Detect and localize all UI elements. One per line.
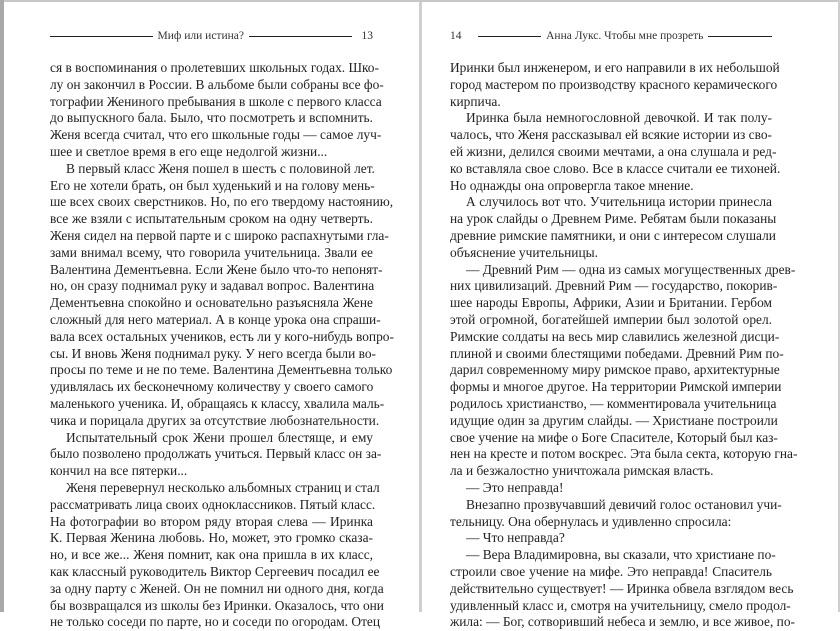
text-line: лу он закончил в России. В альбоме были собраны все фо-	[50, 76, 384, 92]
text-line: В первый класс Женя пошел в шесть с половиной лет.	[66, 160, 375, 176]
text-line: не только соседи по парте, но и соседи по огородам. Отец	[50, 614, 381, 630]
text-line: А случилось вот что. Учительница истории принесла	[466, 194, 772, 210]
text-line: просы по теме и не по теме. Валентина Дементьевна только	[50, 362, 393, 378]
text-line: шее народы Европы, Африки, Азии и Британии. Гербом	[450, 295, 772, 311]
text-line: — Вера Владимировна, вы сказали, что христиане по-	[466, 547, 776, 563]
text-line: Его не хотели брать, он был худенький и на голову мень-	[50, 177, 375, 193]
text-line: Иринки был инженером, и его направили в их небольшой	[450, 60, 780, 75]
text-line: тельницу. Она обернулась и удивленно спросила:	[450, 513, 732, 529]
text-line: Женя перевернул несколько альбомных страниц и стал	[66, 479, 380, 495]
text-line: На фотографии во втором ряду вторая слева — Иринка	[50, 513, 373, 529]
text-line: город мастером по производству красного керамического	[450, 76, 778, 92]
text-line: рассматривать лица своих одноклассников. Пятый класс.	[50, 496, 376, 512]
text-line: удивлялась их бесконечному количеству у своего самого	[50, 379, 374, 395]
text-line: сы. И вновь Женя поднимал руку. У него всегда были во-	[50, 345, 376, 361]
text-line: Но однажды она опровергла такое мнение.	[450, 177, 694, 193]
text-line: них цивилизаций. Древний Рим — государство, покорив-	[450, 278, 778, 294]
page-number: 13	[361, 30, 373, 42]
text-line: чика и порицала других за отсутствие любознательности.	[50, 412, 380, 428]
text-line: ся в воспоминания о пролетевших школьных годах. Шко-	[50, 60, 379, 75]
text-line: но, он сразу поднимал руку и задавал вопрос. Валентина	[50, 278, 375, 294]
text-line: за одну парту с Женей. Он не помнил ни одного дня, когда	[50, 580, 384, 596]
text-line: кончил на все пятерки...	[50, 463, 188, 479]
text-line: дарил современному миру римское право, архитектурные	[450, 362, 780, 378]
text-line: Дементьевна спокойно и основательно разъясняла Жене	[50, 295, 373, 311]
right-page	[422, 0, 838, 630]
text-line: — Это неправда!	[466, 479, 564, 495]
running-head-title: Анна Лукс. Чтобы мне прозреть	[546, 30, 704, 42]
text-line: до выпускного бала. Было, что посмотреть и вспомнить.	[50, 110, 373, 126]
text-line: Испытательный срок Жени прошел блестяще, и ему	[66, 429, 373, 445]
text-line: удивленный класс и, смотря на учительницу, смело продол-	[450, 597, 791, 613]
text-line: было позволено продолжать учиться. Первый класс он за-	[50, 446, 382, 462]
header-rule	[50, 36, 153, 37]
text-line: — Что неправда?	[466, 530, 565, 546]
text-line: Женя всегда считал, что его школьные годы — самое луч-	[50, 127, 382, 143]
text-line: древние римские памятники, и они с интересом слушали	[450, 227, 776, 243]
text-line: Женя сидел на первой парте и с широко распахнутыми гла-	[50, 227, 389, 243]
text-line: строили свое учение на мифе. Это неправда! Спаситель	[450, 563, 772, 579]
text-line: нен на кресте и потом воскрес. Эта была секта, которую гна-	[450, 446, 798, 462]
text-line: все же взяли с испытательным сроком на одну четверть.	[50, 211, 373, 227]
text-line: Иринка была немногословной девочкой. И так полу-	[466, 110, 772, 126]
header-rule	[478, 36, 542, 37]
text-line: ше всех своих сверстников. Но, по его твердому настоянию,	[50, 194, 394, 210]
header-rule	[708, 36, 772, 37]
text-line: но, и все же... Женя помнит, как она пришла в их класс,	[50, 547, 373, 563]
text-line: родилось христианство, — комментировала учительница	[450, 395, 777, 411]
text-line: Валентина Дементьевна. Если Жене было что-то непонят-	[50, 261, 383, 277]
text-line: сложный для него материал. А в конце урока она спраши-	[50, 311, 381, 327]
text-line: К. Первая Женина любовь. Но, может, это громко сказа-	[50, 530, 373, 546]
text-line: маленького ученика. И, обращаясь к классу, хвалила маль-	[50, 395, 385, 411]
running-head	[50, 28, 373, 44]
body-text	[450, 60, 798, 631]
running-head	[450, 28, 772, 44]
left-page	[4, 0, 419, 630]
text-line: формы и многое другое. На территории Римской империи	[450, 379, 782, 395]
text-line: идущие один за другим слайды. — Христиане построили	[450, 412, 778, 428]
page-number: 14	[450, 30, 462, 42]
text-line: действительно существует! — Иринка обвела взглядом весь	[450, 580, 794, 596]
text-line: кирпича.	[450, 93, 501, 109]
text-line: свое учение на мифе о Боге Спасителе, Который был каз-	[450, 429, 778, 445]
text-line: ей жизни, делился своими мечтами, а она слушала и ред-	[450, 143, 777, 159]
text-line: — Древний Рим — одна из самых могущественных древ-	[466, 261, 796, 277]
text-line: жила: — Бог, сотворивший небеса и землю, и все живое, по-	[450, 614, 795, 630]
text-line: вала всех остальных учеников, есть ли у кого-нибудь вопро-	[50, 328, 394, 344]
header-rule	[249, 36, 352, 37]
text-line: бы возвращался из школы без Иринки. Оказалось, что они	[50, 597, 384, 613]
text-line: как классный руководитель Виктор Сергеевич посадил ее	[50, 563, 380, 579]
text-line: шее и светлое время в его еще недолгой жизни...	[50, 143, 328, 159]
body-text	[50, 60, 394, 631]
text-line: этой огромной, богатейшей империи был золотой орел.	[450, 311, 772, 327]
text-line: ла и безжалостно уничтожала римская власть.	[450, 463, 714, 479]
text-line: на урок слайды о Древнем Риме. Ребятам были показаны	[450, 211, 777, 227]
text-line: объяснение учительницы.	[450, 244, 598, 260]
text-line: ко вставляла свое слово. Все в классе считали ее тихоней.	[450, 160, 781, 176]
running-head-title: Миф или истина?	[157, 30, 244, 42]
text-line: Римские солдаты на весь мир славились железной дисци-	[450, 328, 780, 344]
text-line: тографии Жениного пребывания в школе с первого класса	[50, 93, 382, 109]
text-line: Внезапно прозвучавший девичий голос остановил учи-	[466, 496, 782, 512]
text-line: чалось, что Женя рассказывал ей всякие истории из сво-	[450, 127, 772, 143]
text-line: зами внимал всему, что говорила учительница. Звали ее	[50, 244, 373, 260]
text-line: плиной и своими блестящими победами. Древний Рим по-	[450, 345, 784, 361]
